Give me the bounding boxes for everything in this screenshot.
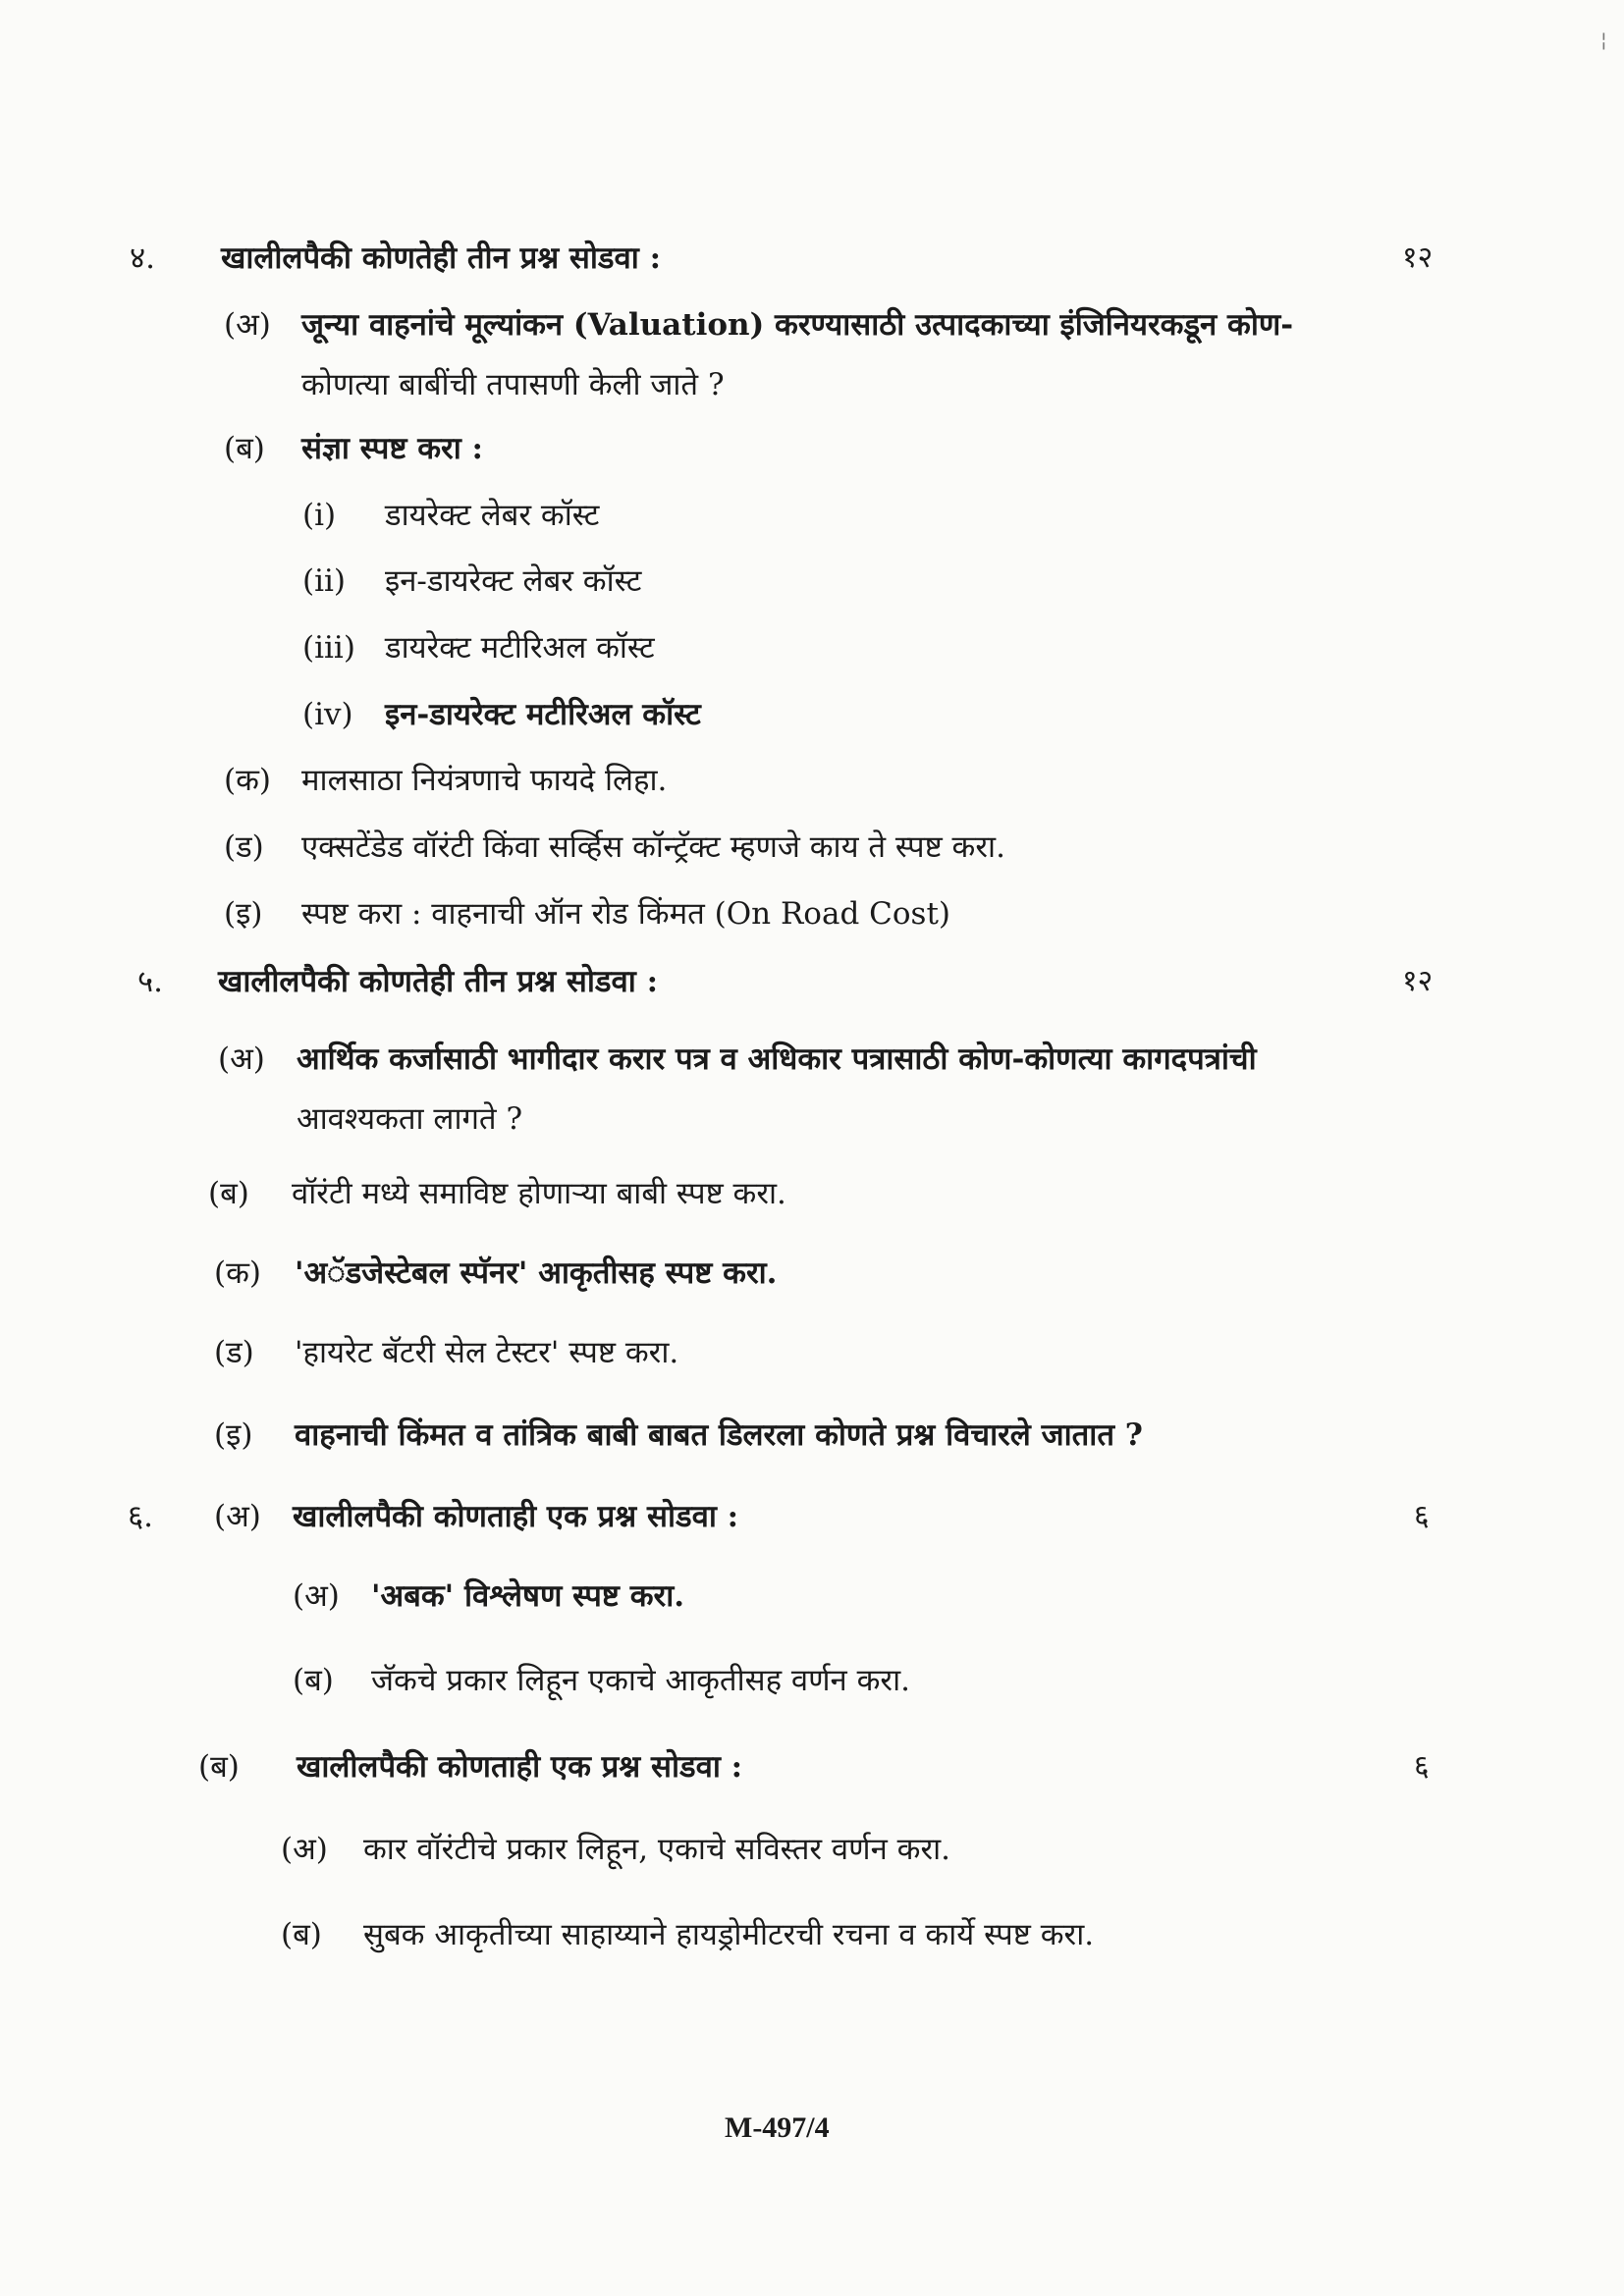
sub-label: (इ) bbox=[214, 1417, 253, 1453]
sub-label: (ब) bbox=[293, 1663, 334, 1698]
sub-label: (अ) bbox=[218, 1041, 265, 1077]
sub-question-text: 'अबक' विश्लेषण स्पष्ट करा. bbox=[371, 1578, 685, 1614]
question-number: ४. bbox=[130, 240, 155, 276]
roman-label: (iv) bbox=[302, 697, 353, 732]
term-text: डायरेक्ट मटीरिअल कॉस्ट bbox=[385, 630, 655, 666]
roman-label: (i) bbox=[302, 498, 337, 533]
sub-label: (ड) bbox=[224, 829, 264, 865]
sub-question-text: सुबक आकृतीच्या साहाय्याने हायड्रोमीटरची रचना व कार्ये स्पष्ट करा. bbox=[363, 1917, 1095, 1952]
sub-label: (ब) bbox=[281, 1917, 322, 1952]
corner-mark: ¦ bbox=[1600, 27, 1607, 51]
question-marks: १२ bbox=[1402, 240, 1434, 275]
question-heading: खालीलपैकी कोणतेही तीन प्रश्न सोडवा : bbox=[221, 240, 662, 276]
question-heading: खालीलपैकी कोणतेही तीन प्रश्न सोडवा : bbox=[218, 964, 659, 999]
roman-label: (iii) bbox=[302, 630, 355, 666]
sub-question-text: आर्थिक कर्जासाठी भागीदार करार पत्र व अधिकार पत्रासाठी कोण-कोणत्या कागदपत्रांची bbox=[297, 1041, 1257, 1077]
sub-label: (अ) bbox=[281, 1832, 328, 1867]
sub-label: (अ) bbox=[293, 1578, 340, 1614]
sub-question-text: वॉरंटी मध्ये समाविष्ट होणाऱ्या बाबी स्पष्ट करा. bbox=[292, 1176, 786, 1211]
part-label: (ब) bbox=[198, 1749, 240, 1785]
question-marks: १२ bbox=[1402, 964, 1434, 998]
sub-question-text: जॅकचे प्रकार लिहून एकाचे आकृतीसह वर्णन करा. bbox=[371, 1663, 910, 1698]
sub-question-text: 'अॅडजेस्टेबल स्पॅनर' आकृतीसह स्पष्ट करा. bbox=[295, 1255, 778, 1291]
question-number: ६. bbox=[128, 1499, 153, 1534]
part-label: (अ) bbox=[214, 1499, 261, 1534]
sub-label: (ब) bbox=[224, 431, 265, 466]
sub-question-text: मालसाठा नियंत्रणाचे फायदे लिहा. bbox=[301, 763, 668, 798]
term-text: इन-डायरेक्ट लेबर कॉस्ट bbox=[385, 563, 642, 599]
sub-label: (अ) bbox=[224, 307, 271, 343]
part-marks: ६ bbox=[1414, 1499, 1430, 1533]
sub-question-text: कार वॉरंटीचे प्रकार लिहून, एकाचे सविस्तर वर्णन करा. bbox=[363, 1832, 951, 1867]
sub-label: (ब) bbox=[208, 1176, 249, 1211]
sub-question-text-cont: कोणत्या बाबींची तपासणी केली जाते ? bbox=[301, 367, 725, 402]
term-text: इन-डायरेक्ट मटीरिअल कॉस्ट bbox=[385, 697, 701, 732]
roman-label: (ii) bbox=[302, 563, 347, 599]
sub-label: (इ) bbox=[224, 896, 263, 932]
part-heading: खालीलपैकी कोणताही एक प्रश्न सोडवा : bbox=[293, 1499, 739, 1534]
sub-label: (क) bbox=[224, 763, 271, 798]
sub-question-text: 'हायरेट बॅटरी सेल टेस्टर' स्पष्ट करा. bbox=[295, 1335, 679, 1370]
sub-question-text: वाहनाची किंमत व तांत्रिक बाबी बाबत डिलरला कोणते प्रश्न विचारले जातात ? bbox=[295, 1417, 1143, 1453]
part-marks: ६ bbox=[1414, 1749, 1430, 1784]
question-number: ५. bbox=[137, 964, 163, 999]
sub-label: (ड) bbox=[214, 1335, 254, 1370]
sub-question-text: जून्या वाहनांचे मूल्यांकन (Valuation) करण्यासाठी उत्पादकाच्या इंजिनियरकडून कोण- bbox=[301, 307, 1294, 343]
term-text: डायरेक्ट लेबर कॉस्ट bbox=[385, 498, 600, 533]
sub-label: (क) bbox=[214, 1255, 261, 1291]
sub-question-text: स्पष्ट करा : वाहनाची ऑन रोड किंमत (On Road Cost) bbox=[301, 896, 950, 932]
sub-question-text-cont: आवश्यकता लागते ? bbox=[297, 1101, 523, 1137]
part-heading: खालीलपैकी कोणताही एक प्रश्न सोडवा : bbox=[297, 1749, 743, 1785]
page-footer-code: M-497/4 bbox=[725, 2111, 830, 2144]
sub-question-text: संज्ञा स्पष्ट करा : bbox=[301, 431, 483, 466]
sub-question-text: एक्सटेंडेड वॉरंटी किंवा सर्व्हिस कॉन्ट्रॅक्ट म्हणजे काय ते स्पष्ट करा. bbox=[301, 829, 1005, 865]
